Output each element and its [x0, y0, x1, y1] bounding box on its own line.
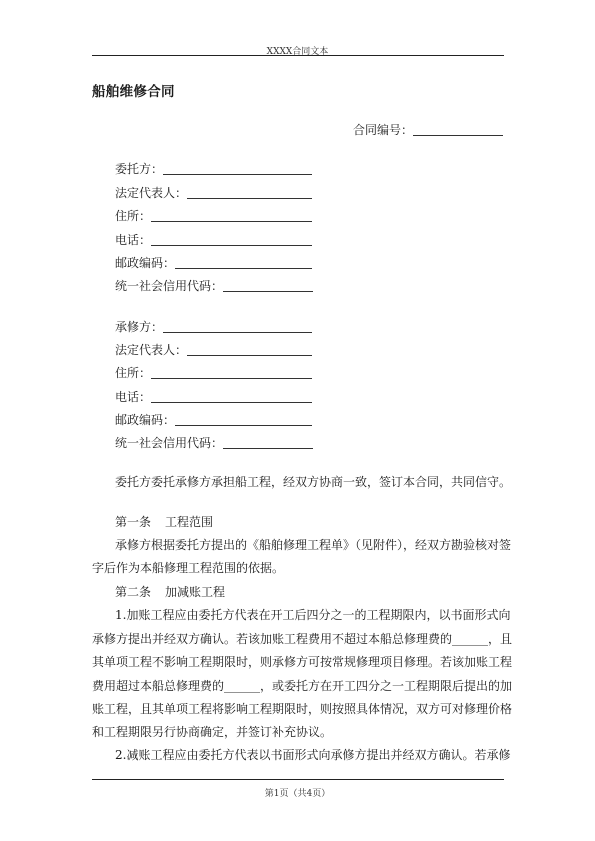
article-2-heading	[115, 583, 225, 600]
contractor-phone-blank	[151, 390, 312, 403]
client-postcode-field	[115, 254, 312, 271]
article-2-line: 2.减账工程应由委托方代表以书面形式向承修方提出并经双方确认。若承修	[115, 748, 511, 762]
contract-number-blank	[413, 123, 503, 136]
contractor-rep-label: 法定代表人：	[115, 343, 188, 357]
client-postcode-blank	[175, 256, 312, 269]
article-2-title: 加减账工程	[165, 585, 226, 599]
client-rep-field	[115, 184, 312, 201]
client-rep-blank	[187, 186, 312, 199]
contract-number-label: 合同编号：	[353, 123, 414, 137]
client-credit-code-field	[115, 277, 313, 294]
client-address-field	[115, 207, 312, 224]
contractor-credit-code-blank	[223, 436, 313, 449]
footer-divider	[92, 779, 504, 780]
contract-number-field	[353, 121, 503, 138]
article-1-line: 承修方根据委托方提出的《船舶修理工程单》（见附件），经双方勘验核对签	[115, 538, 512, 552]
article-2-line: 和工程期限另行协商确定，并签订补充协议。	[92, 725, 333, 739]
client-phone-label: 电话：	[115, 233, 152, 247]
contractor-phone-label: 电话：	[115, 390, 152, 404]
contractor-name-blank	[163, 320, 312, 333]
article-1-title: 工程范围	[165, 515, 214, 529]
client-address-label: 住所：	[115, 209, 152, 223]
article-2-line: 1.加账工程应由委托方代表在开工后四分之一的工程期限内，以书面形式向	[115, 608, 511, 622]
client-rep-label: 法定代表人：	[115, 186, 188, 200]
document-title: 船舶维修合同	[92, 84, 175, 100]
contractor-address-field	[115, 364, 312, 381]
article-1-heading	[115, 513, 213, 530]
article-2-line: 其单项工程不影响工程期限时，则承修方可按常规修理项目修理。若该加账工程	[92, 655, 513, 669]
client-address-blank	[151, 209, 312, 222]
client-phone-blank	[151, 233, 312, 246]
contractor-credit-code-label: 统一社会信用代码：	[115, 436, 224, 450]
contractor-name-label: 承修方：	[115, 320, 164, 334]
contractor-rep-field	[115, 341, 312, 358]
contractor-rep-blank	[187, 343, 312, 356]
client-postcode-label: 邮政编码：	[115, 256, 176, 270]
contractor-name-field	[115, 318, 312, 335]
article-2-line: 费用超过本船总修理费的______，或委托方在开工四分之一工程期限后提出的加	[92, 679, 513, 693]
contractor-postcode-field	[115, 411, 312, 428]
client-name-field	[115, 160, 312, 177]
intro-paragraph: 委托方委托承修方承担船工程，经双方协商一致，签订本合同，共同信守。	[115, 475, 512, 489]
client-credit-code-label: 统一社会信用代码：	[115, 279, 224, 293]
contractor-postcode-blank	[175, 413, 312, 426]
client-credit-code-blank	[223, 279, 313, 292]
page-header: XXXX合同文本	[266, 47, 329, 57]
contractor-credit-code-field	[115, 434, 313, 451]
article-2-line: 承修方提出并经双方确认。若该加账工程费用不超过本船总修理费的______，且	[92, 632, 513, 646]
contractor-address-label: 住所：	[115, 366, 152, 380]
article-1-line: 字后作为本船修理工程范围的依据。	[92, 561, 285, 575]
client-phone-field	[115, 231, 312, 248]
contractor-phone-field	[115, 388, 312, 405]
client-name-blank	[163, 162, 312, 175]
contractor-postcode-label: 邮政编码：	[115, 413, 176, 427]
article-1-number: 第一条	[115, 515, 152, 529]
client-name-label: 委托方：	[115, 162, 164, 176]
article-2-line: 账工程，且其单项工程将影响工程期限时，则按照具体情况，双方可对修理价格	[92, 702, 513, 716]
header-divider	[92, 55, 504, 56]
contractor-address-blank	[151, 366, 312, 379]
page-footer: 第1页（共4页）	[264, 789, 331, 799]
article-2-number: 第二条	[115, 585, 152, 599]
